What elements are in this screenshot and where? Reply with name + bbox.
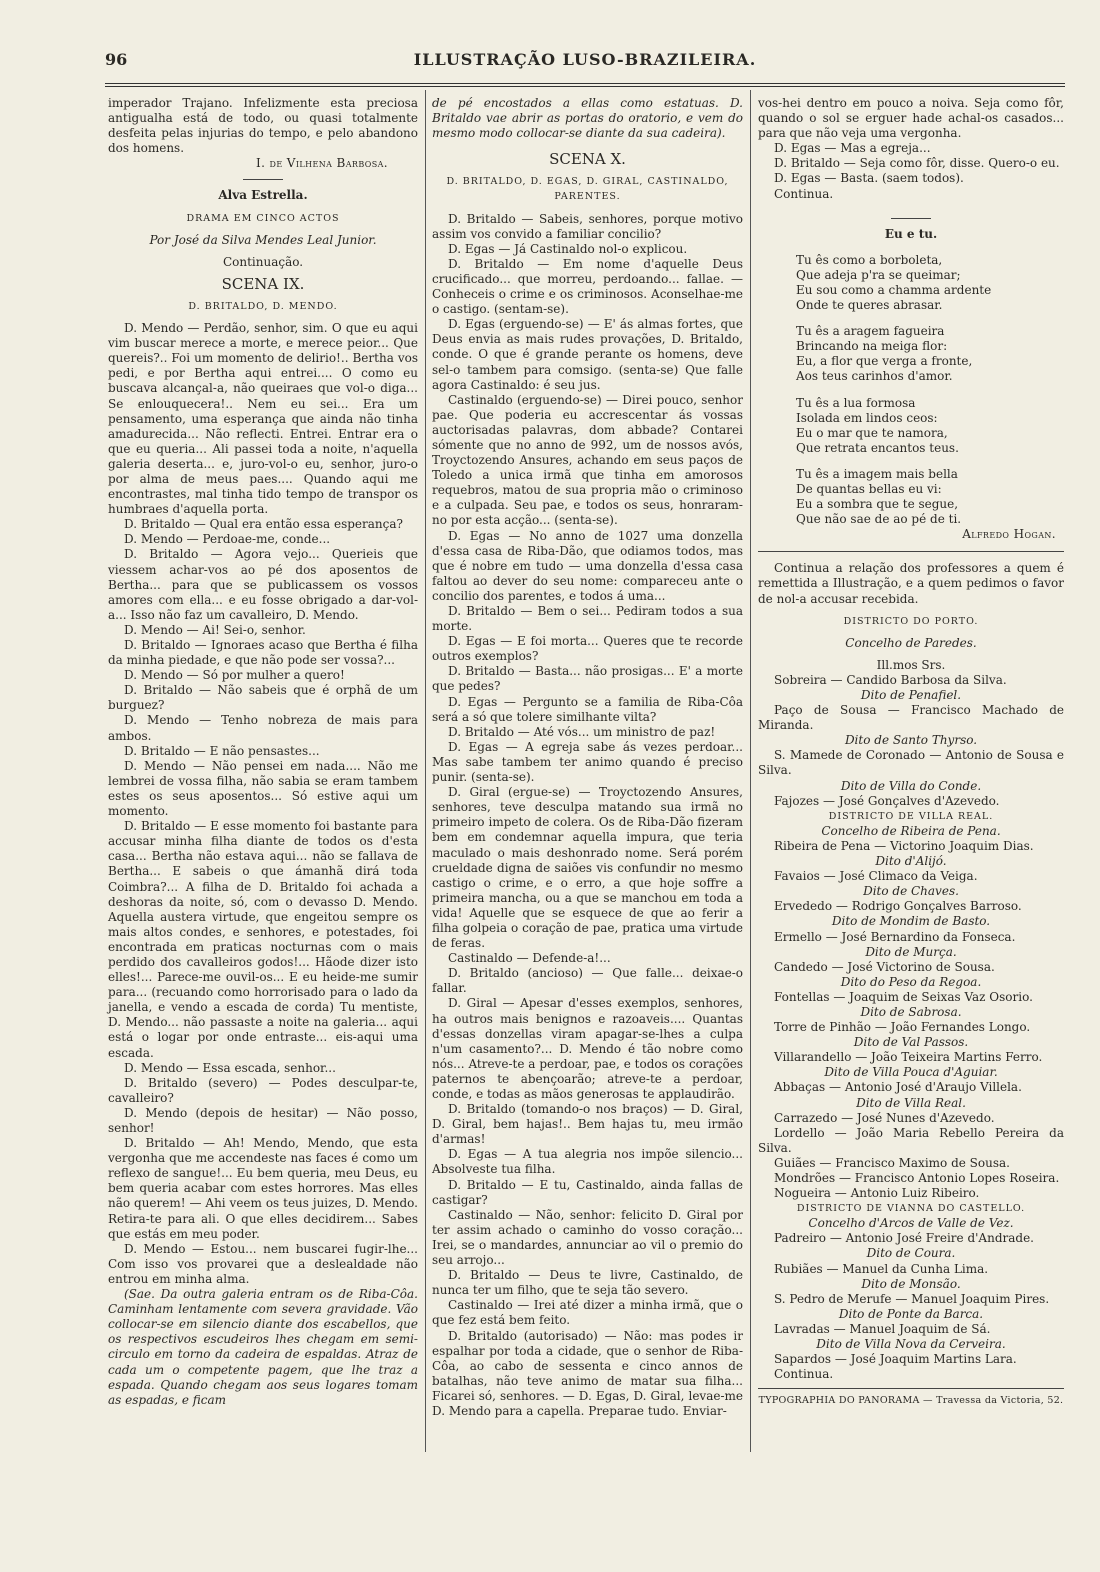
- dialogue-paragraph: D. Britaldo — E esse momento foi bastante para accusar minha filha diante de todos os d'esta casa... Bertha não estava aqui... não se fallava de Bertha... E sabeis o que ámanhã dirá toda Coimbra?... A filha de D. Britaldo foi achada a deshoras da noite, só, com o devasso D. Mendo. Aquella austera virtude, que engeitou sempre os mais altos condes, e senhores, e potestades, foi encontrada em praticas nocturnas com o mais perdido dos cavalleiros godos!... Hãode dizer isto elles!... Parece-me ouvil-os... E eu heide-me sumir para... (recuando como horrorisado para o lado da janella, e vendo a escada de corda) Tu mentiste, D. Mendo... não passaste a noite na galeria... aqui está o logar por onde entraste... eis-aqui uma escada.: [108, 819, 418, 1060]
- concelho-heading: Dito de Villa Real.: [856, 1095, 966, 1110]
- list-item: Paço de Sousa — Francisco Machado de Miranda.: [758, 703, 1064, 733]
- list-item: Sobreira — Candido Barbosa da Silva.: [774, 672, 1007, 687]
- dialogue-paragraph: D. Egas — E foi morta... Queres que te recorde outros exemplos?: [432, 634, 743, 664]
- list-item: Fajozes — José Gonçalves d'Azevedo.: [774, 793, 1000, 808]
- dialogue-paragraph: D. Giral (ergue-se) — Troyctozendo Ansures, senhores, teve desculpa matando sua irmã no primeiro impeto de colera. Os de Riba-Dão fizeram bem em condemnar aquella impura, que teria maculado o mais deshonrado nome. Será porém crueldade digna de saiões vis confundir no mesmo castigo o crime, e o erro, a que hoje soffre a primeira mancha, ou a que se manchou em toda a vida! Aquelle que se esquece de que ao ferir a filha golpeia o coração de pae, pratica uma virtude de feras.: [432, 785, 743, 951]
- section-rule: [243, 179, 283, 180]
- dialogue-paragraph: D. Britaldo — Agora vejo... Querieis que viessem achar-vos ao pé dos aposentos de Bertha... para que se publicassem os vossos amores com ella... e eu fosse obrigado a dar-vol-a... Isso não faz um cavalleiro, D. Mendo.: [108, 547, 418, 622]
- page-number: 96: [105, 50, 128, 69]
- list-item: Lordello — João Maria Rebello Pereira da Silva.: [758, 1125, 1064, 1155]
- list-item: Lavradas — Manuel Joaquim de Sá.: [774, 1321, 991, 1336]
- scene-characters: D. BRITALDO, D. EGAS, D. GIRAL, CASTINALDO, PARENTES.: [446, 176, 729, 203]
- column-left: [108, 96, 418, 1408]
- stage-direction: de pé encostados a ellas como estatuas. D. Britaldo vae abrir as portas do oratorio, e vem do mesmo modo collocar-se diante da sua cadeira).: [432, 96, 743, 141]
- list-item: Mondrões — Francisco Antonio Lopes Roseira.: [774, 1171, 1060, 1185]
- play-title: Alva Estrella.: [218, 188, 308, 203]
- dialogue-paragraph: D. Mendo — Perdão, senhor, sim. O que eu aqui vim buscar merece a morte, e merece peior... Que quereis?.. Foi um momento de delirio!.. Bertha vos pedi, e por Bertha aqui entrei.... O como eu buscava alcançal-a, não queiraes que vol-o diga... Se enlouquecera!.. Nem eu sei... Era um pensamento, uma esperança que ainda não tinha amadurecida... Não reflecti. Entrei. Entrar era o que eu queria... Ali passei toda a noite, n'aquella galeria deserta... e, juro-vol-o eu, senhor, juro-o por alma de meus paes.... Quando aqui me encontrastes, mal tinha tido tempo de transpor os humbraes d'aquella porta.: [108, 321, 418, 517]
- poem-stanza: [758, 396, 1064, 456]
- list-item: Padreiro — Antonio José Freire d'Andrade.: [774, 1231, 1034, 1246]
- concelho-heading: Dito do Peso da Regoa.: [840, 974, 982, 989]
- list-item: Abbaças — Antonio José d'Araujo Villela.: [774, 1080, 1022, 1095]
- list-item: Torre de Pinhão — João Fernandes Longo.: [774, 1020, 1031, 1035]
- dialogue-paragraph: D. Mendo — Ai! Sei-o, senhor.: [124, 622, 306, 637]
- dialogue-paragraph: D. Britaldo (ancioso) — Que falle... deixae-o fallar.: [432, 966, 743, 996]
- dialogue-paragraph: D. Britaldo — Não sabeis que é orphã de um burguez?: [108, 683, 418, 713]
- dialogue-paragraph: Castinaldo — Irei até dizer a minha irmã, que o que fez está bem feito.: [432, 1298, 743, 1328]
- dialogue-paragraph: D. Britaldo — Seja como fôr, disse. Quero-o eu.: [774, 156, 1060, 171]
- stage-direction: (Sae. Da outra galeria entram os de Riba-Côa. Caminham lentamente com severa gravidade. Vão collocar-se em silencio diante dos escabellos, que os respectivos escudeiros lhes chegam em semi-circulo em torno da cadeira de espaldas. Atraz de cada um o competente pagem, que lhe traz a espada. Quando chegam aos seus logares tomam as espadas, e ficam: [108, 1287, 418, 1407]
- dialogue-paragraph: D. Britaldo — Ah! Mendo, Mendo, que esta vergonha que me accendeste nas faces é como um reflexo de sangue!... Eu bem queria, meu Deus, eu bem queria acabar com estes horrores. Mas elles não querem! — Ahi veem os teus juizes, D. Mendo. Retira-te para ali. O que elles decidirem... Sabes que estás em meu poder.: [108, 1136, 418, 1241]
- masthead-title: ILLUSTRAÇÃO LUSO-BRAZILEIRA.: [413, 50, 757, 69]
- dialogue-paragraph: D. Egas — A tua alegria nos impõe silencio... Absolveste tua filha.: [432, 1147, 743, 1177]
- poem-line: Brincando na meiga flor:: [796, 339, 948, 354]
- list-item: Fontellas — Joaquim de Seixas Vaz Osorio.: [774, 989, 1033, 1004]
- dialogue-paragraph: D. Mendo — Essa escada, senhor...: [124, 1060, 336, 1075]
- notice-paragraph: Continua a relação dos professores a quem é remettida a Illustração, e a quem pedimos o favor de nol-a accusar recebida.: [758, 561, 1064, 606]
- concelho-heading: Dito de Santo Thyrso.: [844, 733, 978, 748]
- dialogue-paragraph: D. Mendo (depois de hesitar) — Não posso, senhor!: [108, 1105, 418, 1135]
- list-item: Ermello — José Bernardino da Fonseca.: [774, 929, 1016, 944]
- poem-line: Tu ês a lua formosa: [796, 395, 916, 410]
- poem-line: Que não sae de ao pé de ti.: [796, 512, 962, 527]
- concelho-heading: Concelho de Paredes.: [845, 635, 977, 650]
- poem-author: Alfredo Hogan.: [962, 527, 1056, 542]
- dialogue-paragraph: D. Egas — Basta. (saem todos).: [774, 171, 964, 186]
- dialogue-paragraph: D. Mendo — Estou... nem buscarei fugir-lhe... Com isso vos provarei que a deslealdade não entrou em minha alma.: [108, 1241, 418, 1286]
- column-middle: [432, 96, 743, 1419]
- dialogue-paragraph: Castinaldo — Defende-a!...: [448, 951, 611, 966]
- dialogue-paragraph: D. Egas — Já Castinaldo nol-o explicou.: [448, 241, 688, 256]
- dialogue-paragraph: D. Mendo — Não pensei em nada.... Não me lembrei de vossa filha, não sabia se eram tambem estes os seus aposentos... Só estive aqui um momento.: [108, 758, 418, 819]
- concelho-heading: Dito de Villa do Conde.: [840, 778, 982, 793]
- list-item: Candedo — José Victorino de Sousa.: [774, 959, 995, 974]
- salutation: Ill.mos Srs.: [876, 657, 946, 672]
- dialogue-paragraph: D. Britaldo — Basta... não prosigas... E' a morte que pedes?: [432, 664, 743, 694]
- dialogue-paragraph: D. Britaldo — Bem o sei... Pediram todos a sua morte.: [432, 604, 743, 634]
- dialogue-paragraph: D. Britaldo — Ignoraes acaso que Bertha é filha da minha piedade, e que não pode ser vossa?...: [108, 638, 418, 668]
- poem-title: Eu e tu.: [884, 226, 938, 241]
- footer-rule: [758, 1388, 1064, 1389]
- concelho-heading: Dito de Val Passos.: [853, 1035, 969, 1050]
- district-heading: DISTRICTO DE VILLA REAL.: [828, 810, 994, 822]
- poem-line: Onde te queres abrasar.: [796, 298, 943, 313]
- scene-characters: D. BRITALDO, D. MENDO.: [188, 300, 338, 312]
- concelho-heading: Dito d'Alijó.: [875, 854, 947, 869]
- poem-stanza: [758, 467, 1064, 527]
- dialogue-paragraph: D. Mendo — Perdoae-me, conde...: [124, 532, 331, 547]
- dialogue-paragraph: D. Mendo — Só por mulher a quero!: [124, 668, 345, 683]
- continuation-label: Continuação.: [222, 254, 304, 269]
- concelho-heading: Dito de Chaves.: [863, 884, 959, 899]
- poem-line: Eu, a flor que verga a fronte,: [796, 354, 973, 369]
- column-divider: [425, 90, 426, 1452]
- dialogue-paragraph: D. Britaldo (autorisado) — Não: mas podes ir espalhar por toda a cidade, que o senhor de Riba-Côa, ao cabo de sessenta e cinco annos de batalhas, não teve animo de matar sua filha... Ficarei só, senhores. — D. Egas, D. Giral, levae-me D. Mendo para a capella. Preparae tudo. Enviar-: [432, 1328, 743, 1418]
- column-divider: [750, 90, 751, 1452]
- dialogue-paragraph: D. Mendo — Tenho nobreza de mais para ambos.: [108, 713, 418, 743]
- dialogue-paragraph: D. Britaldo — Até vós... um ministro de paz!: [448, 724, 716, 739]
- page-header: [105, 50, 1065, 76]
- play-subtitle: DRAMA EM CINCO ACTOS: [186, 212, 340, 224]
- section-rule: [891, 218, 931, 219]
- poem-line: De quantas bellas eu vi:: [796, 481, 942, 496]
- list-item: Sapardos — José Joaquim Martins Lara.: [774, 1352, 1017, 1367]
- list-item: S. Pedro de Merufe — Manuel Joaquim Pires.: [774, 1291, 1050, 1306]
- poem-line: Que adeja p'ra se queimar;: [796, 267, 961, 282]
- concelho-heading: Dito de Penafiel.: [860, 688, 962, 702]
- dialogue-paragraph: D. Egas — No anno de 1027 uma donzella d'essa casa de Riba-Dão, que odiamos todos, mas que é nobre em tudo — uma donzella d'essa casa faltou ao dever do seu nome: compareceu ante o concilio dos parentes, e todos á uma...: [432, 528, 743, 603]
- list-item: S. Mamede de Coronado — Antonio de Sousa e Silva.: [758, 748, 1064, 778]
- dialogue-paragraph: D. Giral — Apesar d'esses exemplos, senhores, ha outros mais benignos e razoaveis.... Quantas d'essas donzellas viram apagar-se-lhes a culpa n'um casamento?... D. Mendo é tão nobre como nós... Atreve-te a perdoar, pae, e todos os corações paternos te abençoarão; atreve-te a perdoar, conde, e todas as mãos generosas te applaudirão.: [432, 996, 743, 1101]
- poem-line: Tu ês como a borboleta,: [796, 252, 943, 267]
- poem-line: Eu o mar que te namora,: [796, 425, 948, 440]
- scene-heading: SCENA IX.: [221, 274, 305, 293]
- poem-line: Tu ês a aragem fagueira: [796, 324, 945, 339]
- list-item: Ervededo — Rodrigo Gonçalves Barroso.: [774, 899, 1022, 914]
- concelho-heading: Dito de Coura.: [866, 1246, 956, 1261]
- poem-line: Tu ês a imagem mais bella: [796, 466, 958, 481]
- section-rule: [758, 551, 1064, 552]
- poem-line: Eu sou como a chamma ardente: [796, 282, 992, 297]
- poem-stanza: [758, 253, 1064, 313]
- list-item: Rubiães — Manuel da Cunha Lima.: [774, 1261, 989, 1276]
- concelho-heading: Dito de Mondim de Basto.: [831, 914, 991, 929]
- list-item: Favaios — José Climaco da Veiga.: [774, 869, 978, 884]
- concelho-heading: Concelho d'Arcos de Valle de Vez.: [808, 1216, 1014, 1231]
- continua-label: Continua.: [774, 186, 834, 201]
- continua-label: Continua.: [774, 1367, 834, 1382]
- concelho-heading: Dito de Villa Pouca d'Aguiar.: [824, 1065, 998, 1080]
- dialogue-paragraph: D. Britaldo — E não pensastes...: [124, 743, 320, 758]
- poem-line: Eu a sombra que te segue,: [796, 497, 959, 512]
- list-item: Villarandello — João Teixeira Martins Ferro.: [774, 1050, 1043, 1065]
- concelho-heading: Dito de Murça.: [865, 944, 957, 959]
- dialogue-paragraph: D. Britaldo — Em nome d'aquelle Deus crucificado... que morreu, perdoando... fallae. — Conheceis o crime e os criminosos. Aconselhae-me o castigo. (sentam-se).: [432, 256, 743, 317]
- district-heading: DISTRICTO DO PORTO.: [843, 615, 979, 627]
- poem-line: Que retrata encantos teus.: [796, 440, 959, 455]
- dialogue-paragraph: vos-hei dentro em pouco a noiva. Seja como fôr, quando o sol se erguer hade achal-os casados... para que não veja uma vergonha.: [758, 96, 1064, 141]
- dialogue-paragraph: D. Egas — Pergunto se a familia de Riba-Côa será a só que tolere similhante vilta?: [432, 694, 743, 724]
- dialogue-paragraph: D. Britaldo — Sabeis, senhores, porque motivo assim vos convido a familiar concilio?: [432, 211, 743, 241]
- poem-stanza: [758, 324, 1064, 384]
- list-item: Carrazedo — José Nunes d'Azevedo.: [774, 1110, 995, 1125]
- article-author: I. de Vilhena Barbosa.: [255, 156, 388, 171]
- list-item: Guiães — Francisco Maximo de Sousa.: [774, 1155, 1010, 1170]
- scene-heading: SCENA X.: [549, 150, 626, 169]
- dialogue-paragraph: D. Britaldo — E tu, Castinaldo, ainda fallas de castigar?: [432, 1177, 743, 1207]
- play-author: Por José da Silva Mendes Leal Junior.: [149, 232, 377, 247]
- dialogue-paragraph: D. Britaldo (severo) — Podes desculpar-te, cavalleiro?: [108, 1075, 418, 1105]
- dialogue-paragraph: Castinaldo (erguendo-se) — Direi pouco, senhor pae. Que poderia eu accrescentar ás vossas auctorisadas palavras, dom abbade? Contarei sómente que no anno de 992, um de nossos avós, Troyctozendo Ansures, achando em seus paços de Toledo a unica irmã que tinha em amorosos requebros, matou de sua propria mão o criminoso e a culpada. Seu pae, e todos os seus, honraram-no por esta acção... (senta-se).: [432, 392, 743, 528]
- poem-line: Isolada em lindos ceos:: [796, 410, 938, 425]
- concelho-heading: Dito de Ponte da Barca.: [838, 1306, 984, 1321]
- dialogue-paragraph: D. Britaldo (tomando-o nos braços) — D. Giral, D. Giral, bem hajas!.. Bem hajas tu, meu irmão d'armas!: [432, 1102, 743, 1147]
- district-heading: DISTRICTO DE VIANNA DO CASTELLO.: [796, 1203, 1026, 1215]
- dialogue-paragraph: D. Egas — Mas a egreja...: [774, 141, 931, 156]
- dialogue-paragraph: D. Egas — A egreja sabe ás vezes perdoar... Mas sabe tambem ter animo quando é preciso punir. (senta-se).: [432, 739, 743, 785]
- dialogue-paragraph: D. Egas (erguendo-se) — E' ás almas fortes, que Deus envia as mais rudes provações, D. Britaldo, conde. O que é grande perante os homens, deve sel-o tambem para comsigo. (senta-se) Que falle agora Castinaldo: é seu jus.: [432, 317, 743, 392]
- column-right: [758, 96, 1064, 1408]
- header-rule: [105, 83, 1065, 87]
- dialogue-paragraph: D. Britaldo — Qual era então essa esperança?: [124, 517, 403, 532]
- concelho-heading: Dito de Sabrosa.: [860, 1004, 962, 1019]
- printer-imprint: TYPOGRAPHIA DO PANORAMA — Travessa da Victoria, 52.: [758, 1395, 1064, 1407]
- poem-line: Aos teus carinhos d'amor.: [796, 369, 953, 384]
- dialogue-paragraph: Castinaldo — Não, senhor: felicito D. Giral por ter assim achado o caminho do vosso coração... Irei, se o mandardes, annunciar ao vil o premio do seu arrojo...: [432, 1207, 743, 1268]
- concelho-heading: Dito de Villa Nova da Cerveira.: [816, 1337, 1006, 1352]
- dialogue-paragraph: D. Britaldo — Deus te livre, Castinaldo, de nunca ter um filho, que te seja tão severo.: [432, 1268, 743, 1298]
- list-item: Nogueira — Antonio Luiz Ribeiro.: [774, 1186, 980, 1201]
- list-item: Ribeira de Pena — Victorino Joaquim Dias.: [774, 838, 1034, 853]
- concelho-heading: Dito de Monsão.: [861, 1276, 961, 1291]
- concelho-heading: Concelho de Ribeira de Pena.: [821, 823, 1001, 838]
- article-ending: imperador Trajano. Infelizmente esta preciosa antigualha está de todo, ou quasi totalmente desfeita pelas injurias do tempo, e pelo abandono dos homens.: [108, 96, 418, 156]
